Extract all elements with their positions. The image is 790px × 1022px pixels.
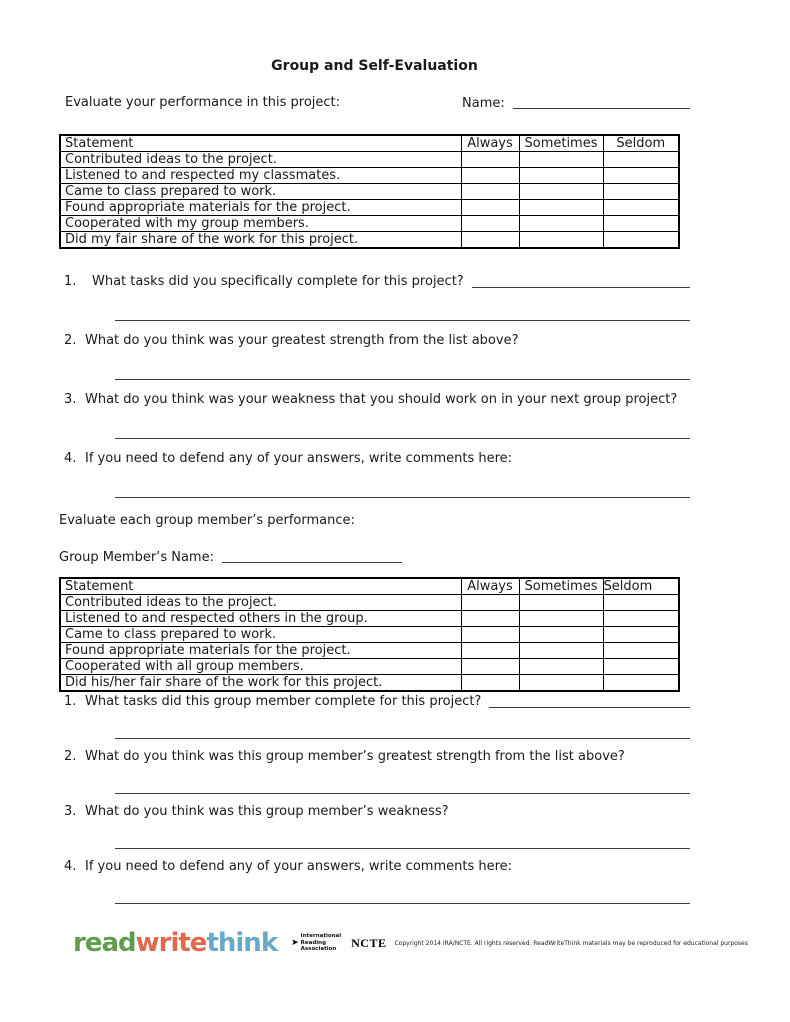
answer-line[interactable]: [115, 848, 690, 849]
rating-cell-seldom[interactable]: [603, 627, 679, 643]
question-number: 4.: [64, 451, 77, 466]
table-row: [60, 627, 679, 643]
question-text: What do you think was your weakness that you should work on in your next group project?: [85, 392, 678, 407]
statement-cell: Listened to and respected others in the group.: [60, 611, 461, 627]
statement-cell: Came to class prepared to work.: [60, 184, 461, 200]
rating-cell-always[interactable]: [461, 168, 519, 184]
statement-header: Statement: [60, 135, 461, 152]
rating-cell-always[interactable]: [461, 152, 519, 168]
rating-cell-seldom[interactable]: [603, 200, 679, 216]
logo-read: read: [73, 928, 136, 958]
statement-cell: Contributed ideas to the project.: [60, 595, 461, 611]
rating-cell-seldom[interactable]: [603, 611, 679, 627]
table-row: [60, 152, 679, 168]
question-text: What tasks did you specifically complete for this project?: [92, 274, 464, 289]
question-text: What do you think was this group member’s weakness?: [85, 804, 449, 819]
rating-cell-always[interactable]: [461, 643, 519, 659]
table-row: [60, 659, 679, 675]
rating-cell-always[interactable]: [461, 200, 519, 216]
readwritethink-logo: [73, 930, 277, 956]
name-label: Name:: [462, 96, 505, 111]
self-section-intro: Evaluate your performance in this project:: [65, 95, 341, 110]
rating-cell-sometimes[interactable]: [519, 595, 603, 611]
seldom-header: Seldom: [603, 135, 679, 152]
table-row: [60, 232, 679, 249]
rating-cell-always[interactable]: [461, 675, 519, 692]
table-row: [60, 200, 679, 216]
logo-think: think: [206, 928, 278, 958]
statement-cell: Found appropriate materials for the project.: [60, 643, 461, 659]
logo-write: write: [135, 928, 207, 958]
statement-header: Statement: [60, 578, 461, 595]
rating-cell-sometimes[interactable]: [519, 232, 603, 249]
member-name-label: Group Member’s Name:: [59, 550, 214, 565]
rating-cell-always[interactable]: [461, 216, 519, 232]
rating-cell-seldom[interactable]: [603, 643, 679, 659]
name-blank-field[interactable]: [513, 95, 690, 109]
question-number: 4.: [64, 859, 77, 874]
rating-cell-seldom[interactable]: [603, 675, 679, 692]
statement-cell: Did my fair share of the work for this project.: [60, 232, 461, 249]
answer-line[interactable]: [115, 379, 690, 380]
statement-cell: Cooperated with all group members.: [60, 659, 461, 675]
statement-cell: Cooperated with my group members.: [60, 216, 461, 232]
rating-cell-sometimes[interactable]: [519, 611, 603, 627]
rating-cell-sometimes[interactable]: [519, 659, 603, 675]
question-number: 2.: [64, 333, 77, 348]
rating-cell-sometimes[interactable]: [519, 675, 603, 692]
question-text: What do you think was this group member’s greatest strength from the list above?: [85, 749, 625, 764]
table-row: [60, 611, 679, 627]
ira-logo: [291, 933, 341, 953]
rating-cell-always[interactable]: [461, 595, 519, 611]
question-text: If you need to defend any of your answers, write comments here:: [85, 859, 513, 874]
sometimes-header: Sometimes: [519, 135, 603, 152]
rating-cell-seldom[interactable]: [603, 659, 679, 675]
question-text: If you need to defend any of your answers, write comments here:: [85, 451, 513, 466]
table-row: [60, 216, 679, 232]
question-number: 3.: [64, 392, 77, 407]
copyright-text: Copyright 2014 IRA/NCTE. All rights reserved. ReadWriteThink materials may be reproduced for educational purposes: [394, 939, 748, 947]
rating-cell-sometimes[interactable]: [519, 152, 603, 168]
always-header: Always: [461, 578, 519, 595]
statement-cell: Contributed ideas to the project.: [60, 152, 461, 168]
rating-cell-seldom[interactable]: [603, 595, 679, 611]
table-row: [60, 595, 679, 611]
rating-cell-always[interactable]: [461, 611, 519, 627]
member-name-blank-field[interactable]: [222, 549, 402, 563]
rating-cell-seldom[interactable]: [603, 184, 679, 200]
answer-line[interactable]: [115, 497, 690, 498]
answer-line[interactable]: [115, 903, 690, 904]
statement-cell: Did his/her fair share of the work for this project.: [60, 675, 461, 692]
rating-cell-sometimes[interactable]: [519, 216, 603, 232]
answer-line[interactable]: [115, 320, 690, 321]
rating-cell-seldom[interactable]: [603, 152, 679, 168]
question-number: 1.: [64, 694, 77, 709]
member-section-intro: Evaluate each group member’s performance:: [59, 513, 355, 528]
ira-logo-text: International Reading Association: [300, 933, 342, 953]
table-row: [60, 168, 679, 184]
question-text: What do you think was your greatest strength from the list above?: [85, 333, 519, 348]
answer-line[interactable]: [115, 793, 690, 794]
always-header: Always: [461, 135, 519, 152]
sometimes-header: Sometimes: [519, 578, 603, 595]
answer-line[interactable]: [115, 738, 690, 739]
rating-cell-sometimes[interactable]: [519, 184, 603, 200]
rating-cell-seldom[interactable]: [603, 168, 679, 184]
table-header-row: [60, 578, 679, 595]
rating-cell-always[interactable]: [461, 627, 519, 643]
question-number: 2.: [64, 749, 77, 764]
statement-cell: Found appropriate materials for the project.: [60, 200, 461, 216]
table-row: [60, 643, 679, 659]
rating-cell-sometimes[interactable]: [519, 643, 603, 659]
seldom-header: Seldom: [603, 578, 679, 595]
rating-cell-always[interactable]: [461, 659, 519, 675]
member-eval-table: [59, 577, 680, 692]
footer: [73, 928, 748, 958]
answer-line[interactable]: [472, 278, 690, 288]
rating-cell-sometimes[interactable]: [519, 200, 603, 216]
rating-cell-seldom[interactable]: [603, 232, 679, 249]
question-text: What tasks did this group member complete for this project?: [85, 694, 482, 709]
rating-cell-seldom[interactable]: [603, 216, 679, 232]
rating-cell-always[interactable]: [461, 184, 519, 200]
statement-cell: Came to class prepared to work.: [60, 627, 461, 643]
answer-line[interactable]: [115, 438, 690, 439]
table-header-row: [60, 135, 679, 152]
table-row: [60, 184, 679, 200]
question-number: 3.: [64, 804, 77, 819]
rating-cell-always[interactable]: [461, 232, 519, 249]
table-row: [60, 675, 679, 692]
statement-cell: Listened to and respected my classmates.: [60, 168, 461, 184]
ncte-logo: NCTE: [351, 935, 387, 950]
page-title: Group and Self-Evaluation: [271, 58, 478, 74]
answer-line[interactable]: [489, 698, 690, 708]
question-number: 1.: [64, 274, 77, 289]
self-eval-table: [59, 134, 680, 249]
rating-cell-sometimes[interactable]: [519, 168, 603, 184]
ira-logo-icon: ➤: [291, 937, 299, 948]
rating-cell-sometimes[interactable]: [519, 627, 603, 643]
